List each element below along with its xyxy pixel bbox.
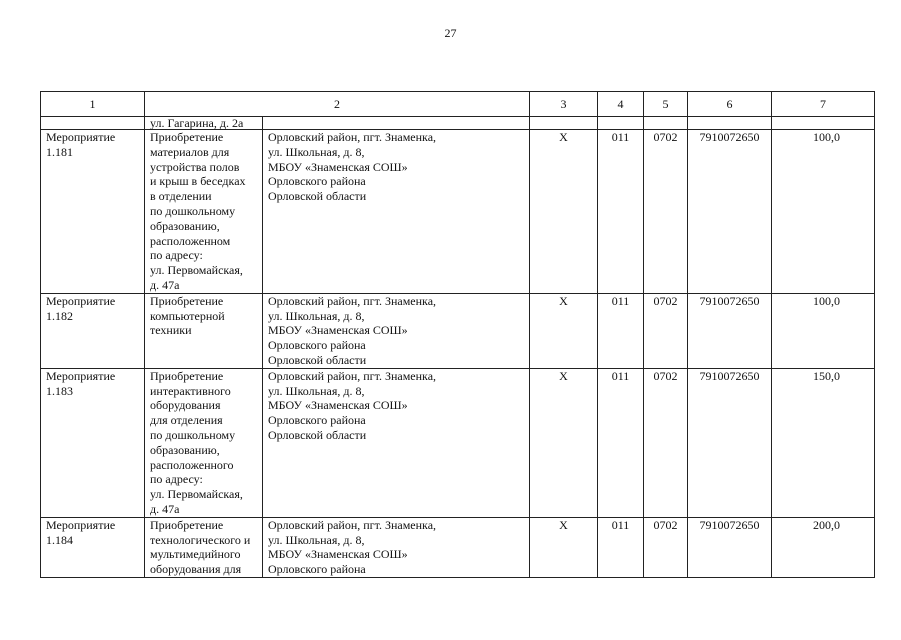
- text-line: ул. Школьная, д. 8,: [268, 383, 365, 398]
- text-line: 1.184: [46, 532, 73, 547]
- text-line: Мероприятие: [46, 130, 116, 144]
- text-line: Орловский район, пгт. Знаменка,: [268, 517, 437, 532]
- text-line: МБОУ «Знаменская СОШ»: [268, 398, 408, 413]
- cell-mark: Х: [530, 130, 598, 294]
- text-line: Приобретение: [150, 293, 224, 308]
- cell-mark: Х: [530, 368, 598, 517]
- carry-over-row: [41, 117, 875, 130]
- text-line: Орловского района: [268, 338, 366, 353]
- program-table: [40, 91, 875, 578]
- text-line: ул. Школьная, д. 8,: [268, 532, 365, 547]
- cell-location: [263, 117, 530, 130]
- text-line: Орловского района: [268, 562, 366, 577]
- text-line: Мероприятие: [46, 517, 116, 532]
- text-line: Орловской области: [268, 352, 367, 367]
- cell-amount: [772, 117, 875, 130]
- cell-description: [145, 293, 263, 368]
- cell-name: [41, 293, 145, 368]
- text-line: Орловского района: [268, 413, 366, 428]
- text-line: Мероприятие: [46, 293, 116, 308]
- cell-code: 7910072650: [688, 368, 772, 517]
- cell-code: 0702: [644, 368, 688, 517]
- text-line: образованию,: [150, 442, 220, 457]
- text-line: 1.181: [46, 144, 73, 159]
- text-line: по адресу:: [150, 472, 203, 487]
- text-line: для отделения: [150, 413, 223, 428]
- cell-location: [263, 368, 530, 517]
- text-line: мультимедийного: [150, 547, 241, 562]
- text-line: д. 47а: [150, 277, 180, 292]
- text-line: оборудования для: [150, 562, 242, 577]
- cell-code: 0702: [644, 293, 688, 368]
- text-line: МБОУ «Знаменская СОШ»: [268, 323, 408, 338]
- table-row: [41, 368, 875, 517]
- cell-code: 011: [598, 293, 644, 368]
- table-header-row: [41, 92, 875, 117]
- header-cell: 4: [598, 92, 644, 117]
- cell-code: [688, 117, 772, 130]
- text-line: 1.183: [46, 383, 73, 398]
- cell-description: [145, 517, 263, 577]
- header-cell: 5: [644, 92, 688, 117]
- text-line: д. 47а: [150, 501, 180, 516]
- text-line: и крыш в беседках: [150, 174, 246, 189]
- page-number: 27: [444, 26, 457, 40]
- cell-code: 7910072650: [688, 293, 772, 368]
- cell-code: 011: [598, 368, 644, 517]
- text-line: материалов для: [150, 144, 230, 159]
- text-line: ул. Гагарина, д. 2а: [150, 116, 244, 130]
- text-line: оборудования: [150, 398, 221, 413]
- table-row: [41, 130, 875, 294]
- text-line: компьютерной: [150, 308, 225, 323]
- text-line: Орловский район, пгт. Знаменка,: [268, 293, 437, 308]
- cell-code: 011: [598, 130, 644, 294]
- cell-code: [644, 117, 688, 130]
- cell-amount: 150,0: [772, 368, 875, 517]
- cell-description: [145, 130, 263, 294]
- text-line: ул. Первомайская,: [150, 487, 243, 502]
- cell-code: 7910072650: [688, 517, 772, 577]
- cell-code: 0702: [644, 130, 688, 294]
- text-line: в отделении: [150, 189, 212, 204]
- cell-location: [263, 293, 530, 368]
- header-cell: 7: [772, 92, 875, 117]
- text-line: Орловский район, пгт. Знаменка,: [268, 368, 437, 383]
- cell-code: 0702: [644, 517, 688, 577]
- table-row: [41, 517, 875, 577]
- cell-code: 011: [598, 517, 644, 577]
- cell-description: [145, 117, 263, 130]
- text-line: Орловской области: [268, 189, 367, 204]
- text-line: ул. Первомайская,: [150, 263, 243, 278]
- text-line: Приобретение: [150, 130, 224, 144]
- cell-amount: 200,0: [772, 517, 875, 577]
- text-line: по дошкольному: [150, 203, 236, 218]
- cell-description: [145, 368, 263, 517]
- cell-name: [41, 517, 145, 577]
- text-line: ул. Школьная, д. 8,: [268, 144, 365, 159]
- text-line: МБОУ «Знаменская СОШ»: [268, 159, 408, 174]
- cell-code: [598, 117, 644, 130]
- text-line: образованию,: [150, 218, 220, 233]
- text-line: Мероприятие: [46, 368, 116, 383]
- cell-mark: [530, 117, 598, 130]
- header-cell: 6: [688, 92, 772, 117]
- text-line: Орловский район, пгт. Знаменка,: [268, 130, 437, 144]
- cell-mark: Х: [530, 517, 598, 577]
- text-line: по адресу:: [150, 248, 203, 263]
- cell-amount: 100,0: [772, 130, 875, 294]
- text-line: Орловского района: [268, 174, 366, 189]
- cell-location: [263, 517, 530, 577]
- text-line: интерактивного: [150, 383, 231, 398]
- text-line: техники: [150, 323, 192, 338]
- cell-name: [41, 368, 145, 517]
- header-cell: 3: [530, 92, 598, 117]
- header-cell: 1: [41, 92, 145, 117]
- header-cell: 2: [145, 92, 530, 117]
- text-line: МБОУ «Знаменская СОШ»: [268, 547, 408, 562]
- cell-name: [41, 117, 145, 130]
- table-row: [41, 293, 875, 368]
- cell-mark: Х: [530, 293, 598, 368]
- text-line: 1.182: [46, 308, 73, 323]
- text-line: Приобретение: [150, 368, 224, 383]
- text-line: ул. Школьная, д. 8,: [268, 308, 365, 323]
- text-line: Приобретение: [150, 517, 224, 532]
- text-line: Орловской области: [268, 427, 367, 442]
- text-line: устройства полов: [150, 159, 240, 174]
- text-line: расположенном: [150, 233, 231, 248]
- cell-location: [263, 130, 530, 294]
- text-line: по дошкольному: [150, 427, 236, 442]
- cell-amount: 100,0: [772, 293, 875, 368]
- text-line: технологического и: [150, 532, 251, 547]
- cell-code: 7910072650: [688, 130, 772, 294]
- cell-name: [41, 130, 145, 294]
- text-line: расположенного: [150, 457, 234, 472]
